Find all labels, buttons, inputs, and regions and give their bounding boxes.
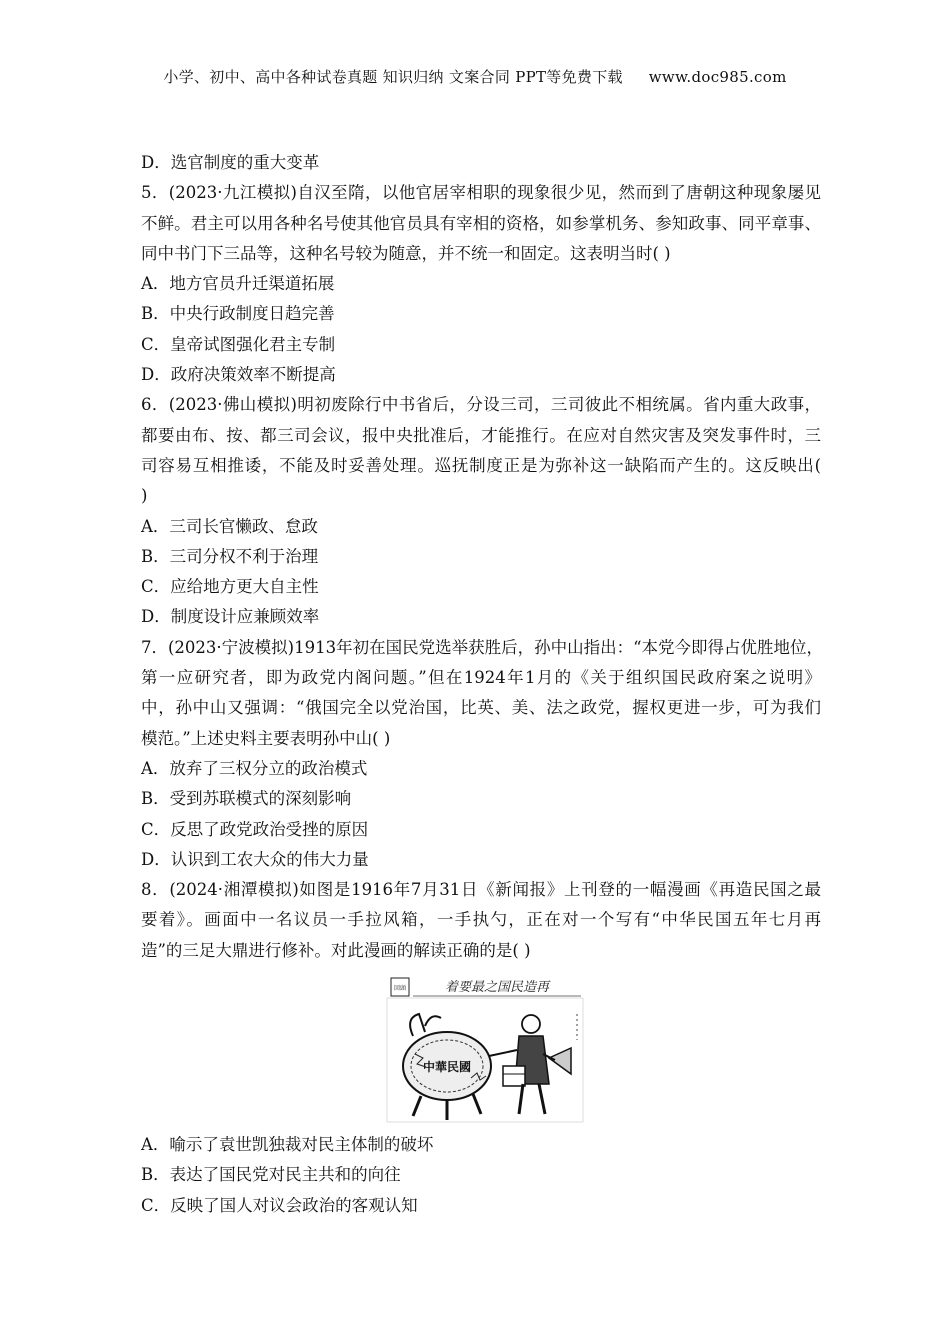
q4-option-d: D．选官制度的重大变革	[141, 153, 320, 172]
document-body	[141, 148, 824, 1221]
question-text-line: 不鲜。君主可以用各种名号使其他官员具有宰相的资格，如参掌机务、参知政事、同平章事、	[141, 213, 821, 233]
option-d: D．制度设计应兼顾效率	[141, 607, 320, 627]
question-text-line: 7．(2023·宁波模拟)1913年初在国民党选举获胜后，孙中山指出：“本党今即得占优胜地位，	[141, 637, 824, 657]
question-text-line: 要着》。画面中一名议员一手拉风箱，一手执勺，正在对一个写有“中华民国五年七月再	[141, 910, 821, 930]
cartoon-figure	[385, 974, 585, 1124]
cartoon-title: 着要最之国民造再	[444, 980, 550, 996]
question-text-line: 第一应研究者，即为政党内阁问题。”但在1924年1月的《关于组织国民政府案之说明》	[141, 668, 821, 688]
option-c: C．应给地方更大自主性	[141, 577, 319, 597]
question-8	[141, 875, 821, 1221]
header-site: www.doc985.com	[648, 68, 787, 86]
question-text-line: 造”的三足大鼎进行修补。对此漫画的解读正确的是( )	[141, 940, 531, 960]
question-5	[141, 178, 821, 390]
option-a: A．放弃了三权分立的政治模式	[141, 758, 368, 778]
option-a: A．三司长官懒政、怠政	[141, 516, 318, 536]
option-c: C．皇帝试图强化君主专制	[141, 334, 336, 354]
question-6	[141, 390, 821, 632]
question-text-line: 6．(2023·佛山模拟)明初废除行中书省后，分设三司，三司彼此不相统属。省内重大政事，	[141, 395, 821, 415]
header-text: 小学、初中、高中各种试卷真题 知识归纳 文案合同 PPT等免费下载	[163, 68, 623, 86]
question-text-line: 8．(2024·湘潭模拟)如图是1916年7月31日《新闻报》上刊登的一幅漫画《再造民国之最	[141, 880, 821, 900]
option-a: A．喻示了袁世凯独裁对民主体制的破坏	[141, 1135, 434, 1155]
question-text-line: 中，孙中山又强调：“俄国完全以党治国，比英、美、法之政党，握权更进一步，可为我们	[141, 698, 821, 718]
option-c: C．反映了国人对议会政治的客观认知	[141, 1195, 418, 1215]
option-d: D．认识到工农大众的伟大力量	[141, 849, 369, 869]
cartoon-stamp: 回頭	[393, 985, 407, 993]
option-b: B．中央行政制度日趋完善	[141, 304, 335, 324]
option-a: A．地方官员升迁渠道拓展	[141, 274, 335, 294]
option-b: B．受到苏联模式的深刻影响	[141, 789, 352, 809]
option-b: B．表达了国民党对民主共和的向往	[141, 1165, 401, 1185]
question-text-line: 都要由布、按、都三司会议，报中央批准后，才能推行。在应对自然灾害及突发事件时，三	[141, 425, 821, 445]
vessel-text: 中華民國	[422, 1060, 472, 1075]
page-header	[0, 66, 950, 87]
question-7	[141, 633, 824, 875]
option-b: B．三司分权不利于治理	[141, 546, 319, 566]
question-text-line: 同中书门下三品等，这种名号较为随意，并不统一和固定。这表明当时( )	[141, 243, 671, 263]
question-text-line: 司容易互相推诿，不能及时妥善处理。巡抚制度正是为弥补这一缺陷而产生的。这反映出(	[141, 455, 821, 475]
question-text-line: )	[141, 486, 148, 506]
question-text-line: 5．(2023·九江模拟)自汉至隋，以他官居宰相职的现象很少见，然而到了唐朝这种现象屡见	[141, 183, 821, 203]
question-text-line: 模范。”上述史料主要表明孙中山( )	[141, 728, 391, 748]
option-d: D．政府决策效率不断提高	[141, 365, 336, 385]
option-c: C．反思了政党政治受挫的原因	[141, 819, 369, 839]
